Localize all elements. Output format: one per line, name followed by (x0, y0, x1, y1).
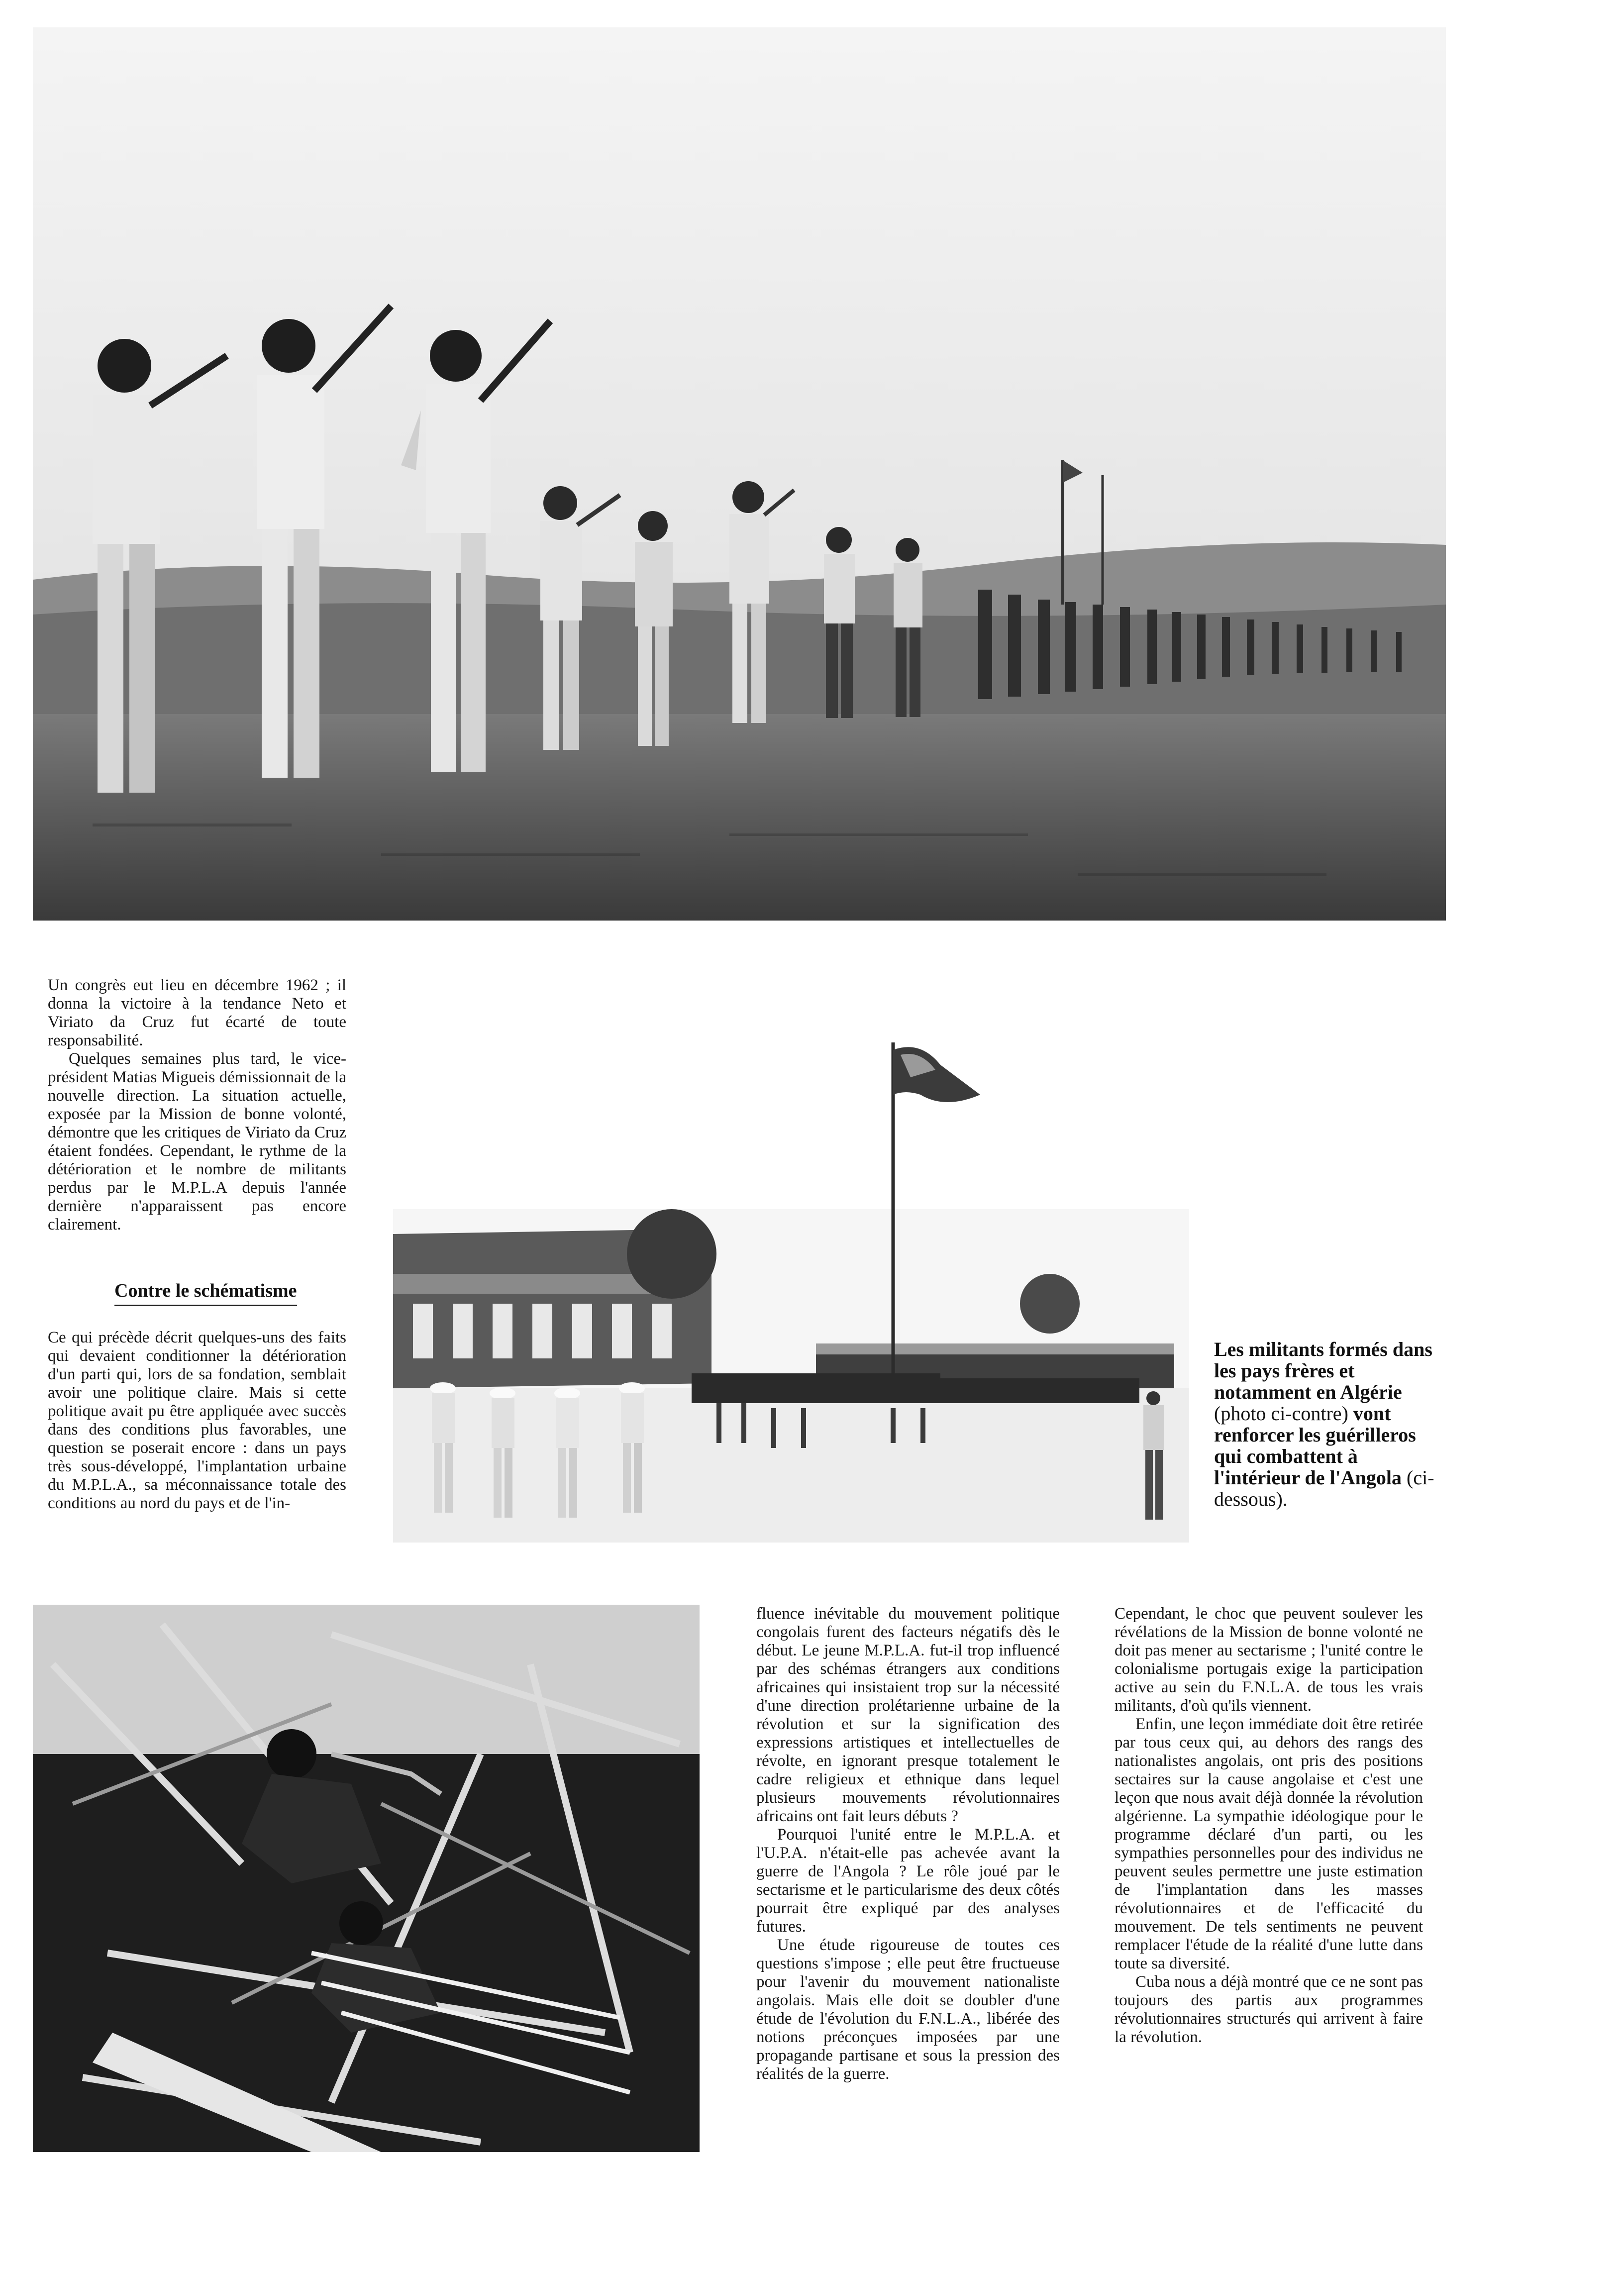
guerrilla-scene (33, 1605, 700, 2152)
caption-normal-1: (photo ci-contre) (1214, 1402, 1348, 1425)
caption-normal-2: (ci-dessous). (1214, 1466, 1434, 1510)
paragraph-etude: Une étude rigoureuse de toutes ces questions s'impose ; elle peut être fructueuse pour l'avenir du mouvement nationaliste angolais. Mais elle doit se doubler d'une étude de l'évolution du F.N.L.A., libérée des notions préconçues imposées par une propagande partisane et sous la pression des réalités de la guerre. (756, 1936, 1060, 2083)
caption-bold-2: vont renforcer les guérilleros qui combattent à l'intérieur de l'Angola (1214, 1402, 1416, 1489)
photo-guerrillas-in-forest (33, 1605, 700, 2152)
right-column (1115, 1605, 1423, 2047)
photo-parade-ground-flag (393, 995, 1189, 1543)
paragraph-congres: Un congrès eut lieu en décembre 1962 ; il donna la victoire à la tendance Neto et Viriato da Cruz fut écarté de toute responsabilité. (48, 976, 346, 1049)
paragraph-cuba: Cuba nous a déjà montré que ce ne sont pas toujours des partis aux programmes révolutionnaires structurés qui arrivent à faire la révolution. (1115, 1973, 1423, 2046)
photo-marching-militants (33, 27, 1446, 921)
caption-bold-1: Les militants formés dans les pays frères et notamment en Algérie (1214, 1338, 1432, 1403)
paragraph-unite: Pourquoi l'unité entre le M.P.L.A. et l'U.P.A. n'était-elle pas achevée avant la guerre de l'Angola ? Le rôle joué par le sectarisme et le particularisme des deux côtés pourrait être expliqué par des analyses futures. (756, 1826, 1060, 1936)
paragraph-schematisme: Ce qui précède décrit quelques-uns des faits qui devaient conditionner la détérioration d'un parti qui, lors de sa fondation, semblait avoir une politique claire. Mais si cette politique avait pu être appliquée avec succès dans des conditions plus favorables, une question se poserait encore : dans un pays très sous-développé, l'implantation urbaine du M.P.L.A., sa méconnaissance totale des conditions au nord du pays et de l'in- (48, 1329, 346, 1512)
photo-caption (1214, 1339, 1448, 1510)
left-column-bottom (48, 1329, 346, 1513)
middle-column (756, 1605, 1060, 2083)
left-column-top (48, 976, 346, 1234)
paragraph-influence: fluence inévitable du mouvement politique congolais furent des facteurs négatifs dès le début. Le jeune M.P.L.A. fut-il trop influencé par des schémas étrangers aux conditions africaines qui insistaient trop sur la nécessité d'une direction prolétarienne urbaine de la révolution et sur la signification des expressions artistiques et intellectuelles de révolte, en ignorant presque totalement le cadre religieux et ethnique dans lequel plusieurs mouvements révolutionnaires africains ont fait leurs débuts ? (756, 1605, 1060, 1825)
parade-scene (393, 995, 1189, 1543)
section-heading: Contre le schématisme (114, 1280, 297, 1306)
paragraph-choc: Cependant, le choc que peuvent soulever les révélations de la Mission de bonne volonté ne doit pas mener au sectarisme ; l'unité contre le colonialisme portugais exige la participation active au sein du F.N.L.A. de tous les vrais militants, d'où qu'ils viennent. (1115, 1605, 1423, 1715)
paragraph-migueis: Quelques semaines plus tard, le vice-président Matias Migueis démissionnait de la nouvelle direction. La situation actuelle, exposée par la Mission de bonne volonté, démontre que les critiques de Viriato da Cruz étaient fondées. Cependant, le rythme de la détérioration et le nombre de militants perdus par le M.P.L.A depuis l'année dernière n'apparaissent pas encore clairement. (48, 1050, 346, 1234)
marching-scene (33, 27, 1446, 921)
paragraph-lecon: Enfin, une leçon immédiate doit être retirée par tous ceux qui, au dehors des rangs des nationalistes angolais, ont pris des positions sectaires sur la cause angolaise et c'est une leçon que nous avait déjà donnée la révolution algérienne. La sympathie idéologique pour le programme déclaré d'un parti, ou les sympathies personnelles pour des individus ne peuvent seules permettre une juste estimation de l'implantation dans les masses révolutionnaires et de l'efficacité du mouvement. De tels sentiments ne peuvent remplacer l'étude de la réalité d'une lutte dans toute sa diversité. (1115, 1715, 1423, 1972)
